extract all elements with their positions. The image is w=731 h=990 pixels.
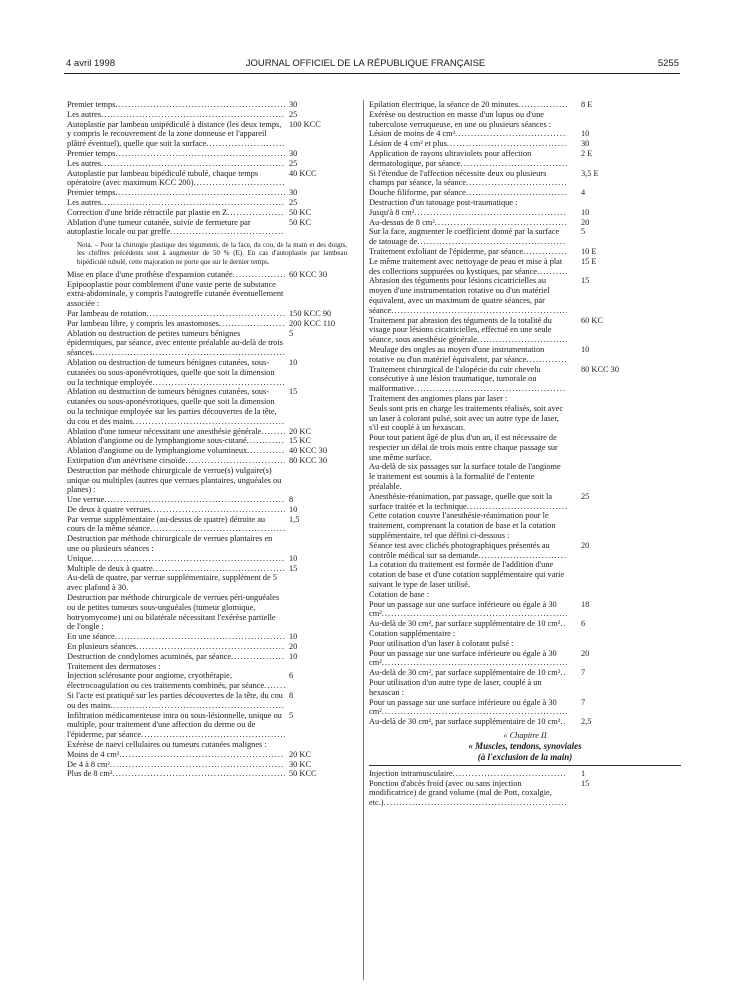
entry-description: Injection intramusculaire . . . [369, 769, 567, 779]
tariff-entry [67, 760, 357, 770]
tariff-entry [369, 345, 681, 365]
entry-value: 3,5 E [581, 168, 599, 178]
entry-value [567, 462, 681, 491]
entry-description: Pour tout patient âgé de plus d'un an, il est nécessaire de respecter un délai de trois mois entre chaque passage sur une même surface. [369, 433, 558, 462]
tariff-entry [369, 511, 681, 540]
chapter-subtitle: (à l'exclusion de la main) [369, 752, 681, 766]
entry-description: Destruction par méthode chirurgicale de verrue(s) vulgaire(s) unique ou multiples (autres que verrues plantaires, unguéales ou planes) : [67, 465, 282, 495]
entry-value [567, 394, 681, 404]
entry-description: Traitement chirurgical de l'alopécie du cuir chevelu consécutive à une lésion traumatique, tumorale ou malformative . . . [369, 365, 567, 394]
tariff-entry [67, 662, 357, 672]
entry-value: 7 [581, 668, 586, 678]
tariff-entry [67, 642, 357, 652]
right-column [369, 100, 681, 808]
tariff-entry [369, 100, 681, 110]
tariff-entry [369, 541, 681, 561]
entry-value: 40 KCC 30 [289, 446, 328, 456]
tariff-entry [67, 159, 357, 169]
tariff-entry [67, 573, 357, 593]
tariff-entry [369, 227, 681, 247]
entry-value: 15 KC [289, 436, 312, 446]
entry-value [285, 593, 357, 632]
entry-value: 80 KCC 30 [581, 364, 620, 374]
entry-value: 7 [581, 697, 586, 707]
tariff-entry [369, 668, 681, 678]
entry-description: Traitement par abrasion des téguments de la totalité du visage pour lésions cicatricielles, effectué en une seule séance, sous anesthésie générale . . . [369, 316, 567, 345]
entry-description: Lésion de 4 cm² et plus . . . [369, 139, 567, 149]
header-rule [64, 73, 680, 74]
entry-value [285, 740, 357, 750]
entry-value: 30 KC [289, 759, 312, 769]
tariff-entry [369, 188, 681, 198]
entry-value: 10 [289, 553, 298, 563]
tariff-entry [67, 564, 357, 574]
tariff-entry [67, 169, 357, 189]
entry-value [285, 662, 357, 672]
tariff-entry [67, 515, 357, 535]
entry-description: Jusqu'à 8 cm² . . . [369, 208, 567, 218]
entry-description: Destruction de condylomes acuminés, par séance . . . [67, 652, 285, 662]
entry-value: 80 KCC 30 [289, 455, 328, 465]
entry-value: 8 E [581, 100, 593, 109]
entry-value: 200 KCC 110 [289, 318, 336, 328]
entry-description: Séance test avec clichés photographiques présentés au contrôle médical sur sa demande . . . [369, 541, 567, 561]
entry-description: Les autres . . . [67, 110, 285, 120]
tariff-entry [67, 198, 357, 208]
tariff-entry [67, 495, 357, 505]
entry-value [567, 511, 681, 540]
entry-value [567, 639, 681, 649]
entry-description: Destruction par méthode chirurgicale de verrues péri-unguéales ou de petites tumeurs sous-unguéales (tumeur glomique, botryomycome) uni ou bilatérale nécessitant l'exérèse partielle de l'ongle : [67, 593, 280, 632]
entry-description: Infiltration médicamenteuse intra ou sous-lésionnelle, unique ou multiple, pour traitement d'une affection du derme ou de l'épiderme, par séance . . . [67, 711, 285, 740]
entry-description: Cotation de base : [369, 589, 430, 599]
entry-value: 50 KC [289, 207, 312, 217]
entry-value: 10 [581, 344, 590, 354]
tariff-entry [67, 188, 357, 198]
entry-description: Abrasion des téguments pour lésions cicatricielles au moyen d'une instrumentation rotative ou d'un matériel équivalent, avec un maximum de quatre séances, par séance . . . [369, 276, 567, 315]
tariff-entry [369, 433, 681, 462]
entry-value: 20 [581, 217, 590, 227]
entry-value: 15 [289, 387, 298, 397]
entry-description: Ablation d'une tumeur cutanée, suivie de fermeture par autoplastie locale ou par greffe . . . [67, 218, 285, 238]
entry-value: 20 KC [289, 426, 312, 436]
tariff-entry [67, 750, 357, 760]
page-header [0, 58, 731, 72]
entry-value: 1,5 [289, 514, 300, 524]
entry-description: Pour un passage sur une surface inférieure ou égale à 30 cm² . . . [369, 698, 567, 718]
entry-value [567, 678, 681, 698]
entry-description: Pour un passage sur une surface inférieure ou égale à 30 cm² . . . [369, 600, 567, 620]
entry-description: Si l'étendue de l'affection nécessite deux ou plusieurs champs par séance, la séance . . . [369, 169, 567, 189]
entry-value [567, 629, 681, 639]
entry-description: Ablation d'une tumeur nécessitant une anesthésie générale . . . [67, 427, 285, 437]
entry-value [285, 534, 357, 554]
tariff-entry [369, 462, 681, 491]
entry-value [567, 404, 681, 433]
tariff-entry [67, 466, 357, 495]
tariff-entry [67, 691, 357, 711]
entry-value: 25 [289, 197, 298, 207]
tariff-entry [369, 139, 681, 149]
entry-description: Traitement des angiomes plans par laser : [369, 393, 508, 403]
tariff-entry [369, 590, 681, 600]
entry-description: Ponction d'abcès froid (avec ou sans injection modificatrice) de grand volume (mal de Pott, coxalgie, etc.) . . . [369, 779, 567, 808]
entry-value: 10 [289, 632, 298, 642]
entry-value: 4 [581, 188, 586, 198]
entry-value: 10 [289, 504, 298, 514]
entry-description: Au-delà de 30 cm², par surface supplémentaire de 10 cm² . . . [369, 619, 567, 629]
entry-value: 8 [289, 495, 294, 505]
tariff-entry [369, 404, 681, 433]
tariff-entry [67, 505, 357, 515]
entry-description: Ablation ou destruction de tumeurs bénignes cutanées, sous-cutanées ou sous-aponévrotiques, quelle que soit la dimension ou la technique employée . . . [67, 358, 285, 387]
entry-description: Cette cotation couvre l'anesthésie-réanimation pour le traitement, comprenant la cotation de base et la cotation supplémentaire, tel que défini ci-dessous : [369, 511, 556, 541]
entry-value: 10 [289, 651, 298, 661]
tariff-entry [369, 208, 681, 218]
header-title: JOURNAL OFFICIEL DE LA RÉPUBLIQUE FRANÇAISE [245, 58, 486, 69]
tariff-entry [67, 436, 357, 446]
tariff-entry [67, 329, 357, 358]
entry-value: 20 [289, 642, 298, 652]
entry-value: 15 [289, 563, 298, 573]
column-divider [363, 100, 364, 980]
entry-description: Les autres . . . [67, 198, 285, 208]
left-column [67, 100, 357, 779]
entry-value: 100 KCC [289, 119, 321, 129]
entry-description: Autoplastie par lambeau unipédiculé à distance (les deux temps, y compris le recouvrement de la zone donneuse et l'appareil plâtré éventuel), quelle que soit la surface . . . [67, 120, 285, 149]
tariff-entry [369, 218, 681, 228]
entry-description: Les autres . . . [67, 159, 285, 169]
tariff-entry [369, 169, 681, 189]
entry-value: 150 KCC 90 [289, 308, 332, 318]
tariff-entry [67, 652, 357, 662]
tariff-entry [369, 257, 681, 277]
entry-value: 20 [581, 648, 590, 658]
tariff-entry [369, 769, 681, 779]
entry-description: Correction d'une bride rétractile par plastie en Z . . . [67, 208, 285, 218]
entry-description: Traitement des dermatoses : [67, 661, 161, 671]
entry-value: 25 [289, 158, 298, 168]
entry-value: 30 [289, 100, 298, 109]
entry-value: 20 KC [289, 749, 312, 759]
entry-value: 50 KC [289, 217, 312, 227]
entry-description: En une séance . . . [67, 632, 285, 642]
tariff-entry [369, 779, 681, 808]
entry-value: 15 [581, 778, 590, 788]
tariff-entry [67, 149, 357, 159]
entry-description: Par lambeau de rotation . . . [67, 309, 285, 319]
header-date: 4 avril 1998 [66, 58, 116, 69]
tariff-entry [67, 208, 357, 218]
entry-description: Au-delà de 30 cm², par surface supplémentaire de 10 cm² . . . [369, 668, 567, 678]
tariff-entry [67, 387, 357, 426]
entry-description: Par lambeau libre, y compris les anastomoses . . . [67, 319, 285, 329]
entry-description: Pour un passage sur une surface inférieure ou égale à 30 cm² . . . [369, 649, 567, 669]
entry-description: Au-delà de 30 cm², par surface supplémentaire de 10 cm² . . . [369, 717, 567, 727]
entry-description: Multiple de deux à quatre . . . [67, 564, 285, 574]
tariff-entry [67, 740, 357, 750]
entry-value: 8 [289, 691, 294, 701]
entry-value: 25 [581, 491, 590, 501]
entry-value: 2,5 [581, 717, 592, 727]
entry-value: 5 [289, 710, 294, 720]
entry-value: 20 [581, 540, 590, 550]
entry-description: Pour utilisation d'un laser à colorant pulsé : [369, 638, 514, 648]
entry-value [285, 466, 357, 495]
entry-description: Epipooplastie pour comblement d'une vaste perte de substance extra-abdominale, y compris l'autogreffe cutanée éventuellement associée : [67, 279, 284, 309]
tariff-entry [67, 456, 357, 466]
entry-description: Ablation ou destruction de tumeurs bénignes cutanées, sous-cutanées ou sous-aponévrotiques, quelle que soit la dimension ou la technique employée sur les parties découvertes de la tête, du cou et des mains . . . [67, 387, 285, 426]
tariff-entry [369, 698, 681, 718]
nota-paragraph: Nota. – Pour la chirurgie plastique des téguments, de la face, du cou, de la main et des doigts, les chiffres précédents sont à augmenter de 50 % (E). En cas d'autoplastie par lambeau bipédiculé tubulé, cette majoration ne porte que sur le dernier temps. [77, 241, 347, 266]
entry-description: Exérèse ou destruction en masse d'un lupus ou d'une tuberculose verruqueuse, en une ou plusieurs séances : [369, 109, 552, 129]
tariff-entry [369, 639, 681, 649]
entry-value [285, 573, 357, 593]
chapter-label: « Chapitre II [503, 731, 547, 740]
tariff-entry [67, 534, 357, 554]
header-page-number: 5255 [657, 58, 679, 69]
tariff-entry [67, 100, 357, 110]
entry-description: Epilation électrique, la séance de 20 minutes . . . [369, 100, 567, 110]
tariff-entry [67, 358, 357, 387]
entry-value: 30 [289, 188, 298, 198]
entry-value [567, 110, 681, 130]
entry-description: Premier temps . . . [67, 188, 285, 198]
tariff-entry [67, 319, 357, 329]
entry-value: 60 KC [581, 315, 604, 325]
entry-description: Au-delà de quatre, par verrue supplémentaire, supplément de 5 avec plafond à 30. [67, 573, 277, 593]
tariff-entry [67, 309, 357, 319]
entry-value: 50 KCC [289, 769, 317, 779]
tariff-entry [369, 276, 681, 315]
entry-description: Application de rayons ultraviolets pour affection dermatologique, par séance . . . [369, 149, 567, 169]
entry-value: 60 KCC 30 [289, 269, 328, 279]
tariff-entry [369, 629, 681, 639]
entry-value: 5 [289, 328, 294, 338]
entry-description: Premier temps . . . [67, 149, 285, 159]
entry-description: Mise en place d'une prothèse d'expansion cutanée . . . [67, 270, 285, 280]
entry-value: 1 [581, 768, 586, 778]
entry-description: Moins de 4 cm² . . . [67, 750, 285, 760]
entry-description: De deux à quatre verrues . . . [67, 505, 285, 515]
entry-description: Premier temps . . . [67, 100, 285, 110]
tariff-entry [369, 316, 681, 345]
entry-value: 25 [289, 109, 298, 119]
tariff-entry [369, 649, 681, 669]
entry-description: Destruction d'un tatouage post-traumatique : [369, 197, 518, 207]
entry-value: 10 [581, 207, 590, 217]
tariff-entry [67, 270, 357, 280]
tariff-entry [369, 717, 681, 727]
entry-description: Meulage des ongles au moyen d'une instrumentation rotative ou d'un matériel équivalent, par séance . . . [369, 345, 567, 365]
entry-description: Autoplastie par lambeau bipédiculé tubulé, chaque temps opératoire (avec maximum KCC 200) . . . [67, 169, 285, 189]
tariff-entry [369, 110, 681, 130]
tariff-entry [369, 198, 681, 208]
tariff-entry [369, 365, 681, 394]
entry-description: Ablation ou destruction de petites tumeurs bénignes épidermiques, par séance, avec entente préalable au-delà de trois séances . . . [67, 329, 285, 358]
tariff-entry [369, 600, 681, 620]
entry-description: Exérèse de naevi cellulaires ou tumeurs cutanées malignes : [67, 740, 267, 750]
entry-description: Lésion de moins de 4 cm² . . . [369, 129, 567, 139]
entry-value [285, 280, 357, 309]
tariff-entry [369, 619, 681, 629]
entry-description: Au-delà de six passages sur la surface totale de l'angiome le traitement est soumis à la formalité de l'entente préalable. [369, 462, 561, 492]
entry-description: Pour utilisation d'un autre type de laser, couplé à un hexascan : [369, 678, 542, 697]
tariff-entry [67, 427, 357, 437]
entry-value: 30 [581, 139, 590, 149]
tariff-entry [67, 593, 357, 632]
entry-value: 40 KCC [289, 168, 317, 178]
tariff-entry [369, 678, 681, 698]
tariff-entry [67, 110, 357, 120]
tariff-entry [369, 394, 681, 404]
entry-value [567, 198, 681, 208]
tariff-entry [369, 492, 681, 512]
tariff-entry [67, 554, 357, 564]
entry-description: Destruction par méthode chirurgicale de verrues plantaires en une ou plusieurs séances : [67, 534, 273, 554]
entry-description: Ablation d'angiome ou de lymphangiome sous-cutané . . . [67, 436, 285, 446]
entry-value [567, 590, 681, 600]
entry-description: Anesthésie-réanimation, par passage, quelle que soit la surface traitée et la technique . . . [369, 492, 567, 512]
entry-value: 30 [289, 148, 298, 158]
entry-description: Extirpation d'un anévrisme cirsoïde . . . [67, 456, 285, 466]
entry-description: Injection sclérosante pour angiome, cryothérapie, électrocoagulation ou ces traitements combinés, par séance . . . [67, 671, 285, 691]
tariff-entry [67, 218, 357, 238]
entry-description: Ablation d'angiome ou de lymphangiome volumineux . . . [67, 446, 285, 456]
entry-description: Plus de 8 cm² . . . [67, 769, 285, 779]
entry-description: De 4 à 8 cm² . . . [67, 760, 285, 770]
entry-description: La cotation du traitement est formée de l'addition d'une cotation de base et d'une cotation supplémentaire qui varie suivant le type de laser utilisé. [369, 560, 565, 590]
entry-value [567, 433, 681, 462]
entry-value: 18 [581, 599, 590, 609]
entry-description: En plusieurs séances . . . [67, 642, 285, 652]
tariff-entry [67, 671, 357, 691]
entry-value: 6 [289, 671, 294, 681]
entry-description: Le même traitement avec nettoyage de peau et mise à plat des collections suppurées ou kystiques, par séance . . . [369, 257, 567, 277]
tariff-entry [369, 247, 681, 257]
tariff-entry [67, 632, 357, 642]
tariff-entry [369, 149, 681, 169]
entry-value: 6 [581, 619, 586, 629]
tariff-entry [67, 280, 357, 309]
entry-value: 2 E [581, 148, 593, 158]
entry-description: Au-dessus de 8 cm² . . . [369, 218, 567, 228]
tariff-entry [67, 711, 357, 740]
entry-value: 5 [581, 227, 586, 237]
entry-value: 15 E [581, 256, 597, 266]
tariff-entry [67, 120, 357, 149]
entry-description: Unique . . . [67, 554, 285, 564]
entry-description: Traitement exfoliant de l'épiderme, par séance . . . [369, 247, 567, 257]
entry-description: Sur la face, augmenter le coefficient donné par la surface de tatouage de . . . [369, 227, 567, 247]
right-entries [369, 100, 681, 727]
entry-description: Par verrue supplémentaire (au-dessus de quatre) détruite au cours de la même séance . . . [67, 515, 285, 535]
tariff-entry [67, 769, 357, 779]
chapter-title: « Muscles, tendons, synoviales [468, 740, 582, 751]
entry-description: Une verrue . . . [67, 495, 285, 505]
entry-value: 15 [581, 276, 590, 286]
entry-value [567, 560, 681, 589]
entry-description: Cotation supplémentaire : [369, 629, 456, 639]
entry-description: Douche filiforme, par séance . . . [369, 188, 567, 198]
tariff-entry [67, 446, 357, 456]
entry-value: 10 E [581, 246, 597, 256]
right-entries-after-chapter [369, 769, 681, 808]
tariff-entry [369, 129, 681, 139]
entry-value: 10 [581, 129, 590, 139]
tariff-entry [369, 560, 681, 589]
entry-value: 10 [289, 357, 298, 367]
entry-description: Si l'acte est pratiqué sur les parties découvertes de la tête, du cou ou des mains . . . [67, 691, 285, 711]
entry-description: Seuls sont pris en charge les traitements réalisés, soit avec un laser à colorant pulsé, soit avec un autre type de laser, s'il est couplé à un hexascan. [369, 403, 564, 433]
